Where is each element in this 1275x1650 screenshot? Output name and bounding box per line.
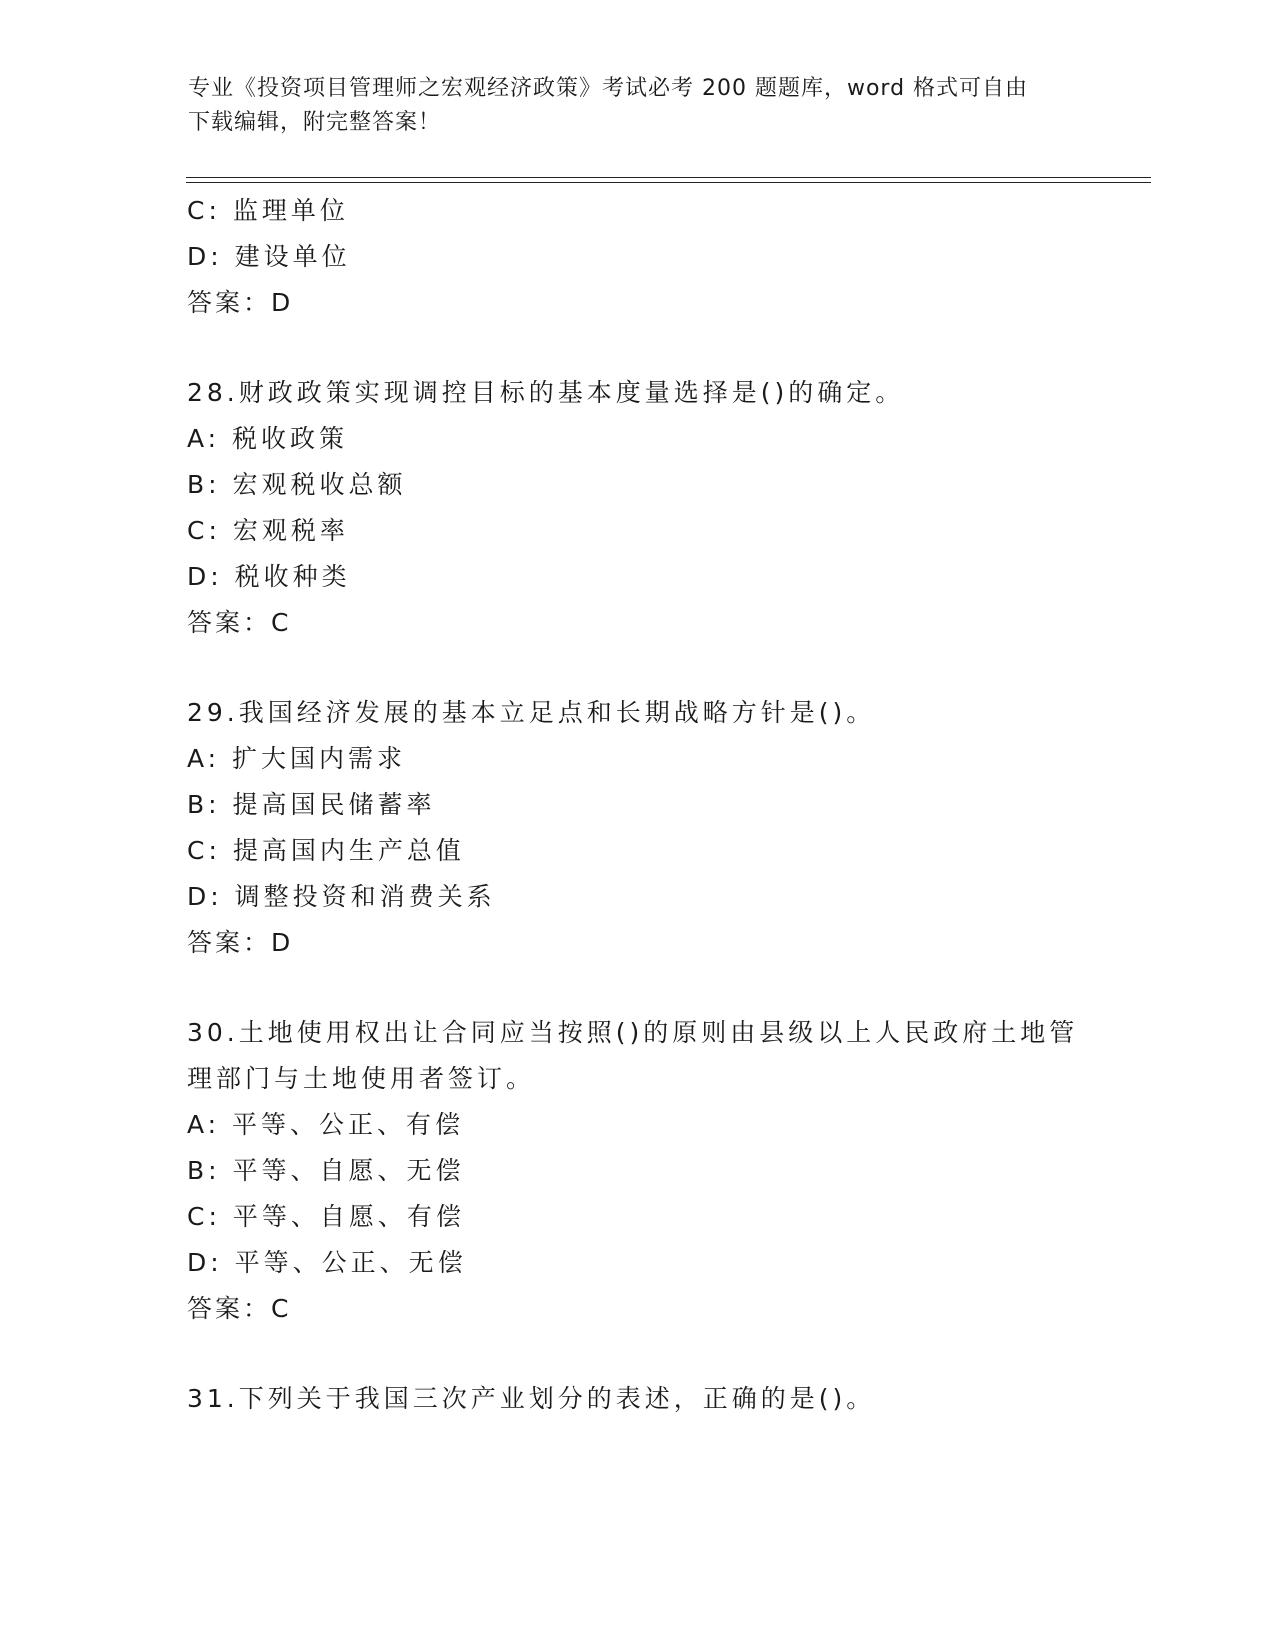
document-header	[188, 72, 1088, 140]
question-spacer	[187, 966, 1087, 1010]
answer-line: 答案：C	[187, 608, 292, 637]
question-spacer	[187, 646, 1087, 690]
question-28	[187, 370, 1087, 646]
header-divider-bottom	[186, 182, 1151, 183]
question-31	[187, 1376, 1087, 1422]
option-b: B: 宏观税收总额	[187, 470, 407, 499]
option-a: A: 平等、公正、有偿	[187, 1110, 465, 1139]
option-c: C: 提高国内生产总值	[187, 836, 465, 865]
option-b: B: 提高国民储蓄率	[187, 790, 436, 819]
option-a: A: 扩大国内需求	[187, 744, 407, 773]
option-d: D: 平等、公正、无偿	[187, 1248, 467, 1277]
option-d: D: 税收种类	[187, 562, 351, 591]
option-d: D: 建设单位	[187, 242, 351, 271]
question-stem: 28.财政政策实现调控目标的基本度量选择是()的确定。	[187, 378, 905, 407]
question-27-tail	[187, 188, 1087, 326]
option-c: C: 监理单位	[187, 196, 349, 225]
answer-line: 答案：C	[187, 1294, 292, 1323]
option-a: A: 税收政策	[187, 424, 349, 453]
question-30	[187, 1010, 1087, 1332]
question-stem: 31.下列关于我国三次产业划分的表述，正确的是()。	[187, 1384, 876, 1413]
question-spacer	[187, 326, 1087, 370]
option-c: C: 平等、自愿、有偿	[187, 1202, 465, 1231]
option-c: C: 宏观税率	[187, 516, 349, 545]
question-list	[187, 188, 1087, 1422]
answer-line: 答案：D	[187, 288, 294, 317]
question-spacer	[187, 1332, 1087, 1376]
question-stem-line-2: 理部门与土地使用者签订。	[187, 1064, 536, 1093]
answer-line: 答案：D	[187, 928, 294, 957]
question-stem: 29.我国经济发展的基本立足点和长期战略方针是()。	[187, 698, 876, 727]
option-d: D: 调整投资和消费关系	[187, 882, 496, 911]
header-line-2: 下载编辑，附完整答案！	[188, 110, 442, 135]
header-line-1: 专业《投资项目管理师之宏观经济政策》考试必考 200 题题库，word 格式可自由	[188, 76, 1029, 101]
question-29	[187, 690, 1087, 966]
header-divider-top	[186, 177, 1151, 178]
option-b: B: 平等、自愿、无偿	[187, 1156, 465, 1185]
question-stem-line-1: 30.土地使用权出让合同应当按照()的原则由县级以上人民政府土地管	[187, 1018, 1079, 1047]
